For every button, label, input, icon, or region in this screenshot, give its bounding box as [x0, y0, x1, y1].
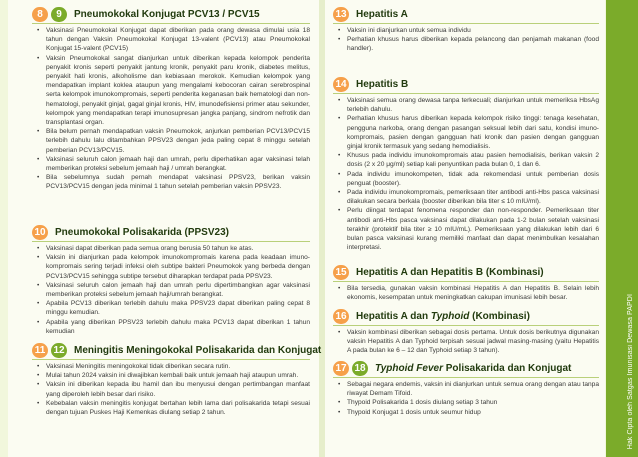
section-header	[32, 224, 310, 242]
list-item: • Bila sebelumnya sudah pernah mendapat vaksinasi PPSV23, berikan vaksin PCV13/PCV15 dengan jeda minimal 1 tahun setelah pemberian vaksin PPSV23.	[46, 173, 310, 191]
list-item: • Pada individu imunokompeten, tidak ada rekomendasi untuk pemberian dosis penguat (booster).	[347, 170, 599, 188]
list-item: • Vaksinasi seluruh calon jemaah haji dan umrah, perlu diperhatikan agar vaksinasi telah memberikan proteksi sebelum jemaah haji / umrah berangkat.	[46, 155, 310, 173]
list-item: • Perhatian khusus harus diberikan kepada kelompok risiko tinggi: tenaga kesehatan, pengguna narkoba, orang dengan pasangan seksual lebih dari satu, kondisi imuno-kompromais, pasien dengan gangguan hati kronik dan pasien dengan gangguan ginjal kronik termasuk yang sedang hemodialisis.	[347, 114, 599, 151]
list-item: • Vaksin ini diberikan kepada ibu hamil dan ibu menyusui dengan pertimbangan manfaat yang diperoleh lebih besar dari risiko.	[46, 380, 310, 398]
section-number: 9	[51, 7, 67, 22]
section-number: 17	[333, 361, 349, 376]
section-title	[375, 363, 571, 374]
section-ppsv23	[32, 224, 310, 336]
list-item: • Thypoid Konjugat 1 dosis untuk seumur hidup	[347, 408, 599, 417]
section-header	[333, 264, 599, 282]
list-item: • Vaksin Pneumokokal sangat dianjurkan untuk diberikan kepada kelompok penderita penyakit kronis seperti penyakit jantung kronik, penyakit paru kronik, diabetes melitus, penyakit hati kronis, alkoholisme dan kebiasaan merokok. Kemudian kelompok yang mendapatkan implant koklea ataupun yang mengalami kebocoran cairan serebrospinal serta kelompok imunokompromais, seperti penderita keganasan baik hematologi dan non-hematologi, penyakit ginjal, gagal ginjal kronis, HIV, imunodefisiensi primer atau sekunder, kelompok yang mendapatkan terapi imunosupresan jangka panjang, sindrom nefrotik dan transplantasi organ.	[46, 54, 310, 128]
copyright-text: Hak Cipta oleh Satgas Imunisasi Dewasa PAPDI	[627, 293, 634, 449]
section-typhoid	[333, 360, 599, 417]
list-item: • Vaksinasi semua orang dewasa tanpa terkecuali; dianjurkan untuk memeriksa HbsAg terlebih dahulu.	[347, 96, 599, 114]
section-meningitis	[32, 342, 322, 417]
section-header	[333, 6, 599, 24]
list-item: • Vaksin ini dianjurkan untuk semua individu	[347, 26, 599, 35]
list-item: • Vaksinasi dapat diberikan pada semua orang berusia 50 tahun ke atas.	[46, 244, 310, 253]
bullet-list	[333, 328, 599, 356]
section-number: 8	[32, 7, 48, 22]
list-item: • Bila tersedia, gunakan vaksin kombinasi Hepatitis A dan Hepatitis B. Selain lebih ekonomis, kesempatan untuk meningkatkan cakupan imunisasi lebih besar.	[347, 284, 599, 302]
title-prefix: Hepatitis A dan	[356, 311, 431, 322]
section-hepatitis-b	[333, 76, 599, 252]
section-header	[333, 360, 599, 378]
section-number: 16	[333, 309, 349, 324]
section-number: 18	[352, 361, 368, 376]
side-band	[606, 0, 638, 457]
section-number: 10	[32, 225, 48, 240]
section-title: Pneumokokal Polisakarida (PPSV23)	[55, 227, 229, 238]
list-item: • Kebebalan vaksin meningitis konjugat bertahan lebih lama dari polisakarida tetapi sesuai dengan tujuan Puskes Haji Kemenkas diulang setiap 2 tahun.	[46, 399, 310, 417]
list-item: • Perhatian khusus harus diberikan kepada pelancong dan penjamah makanan (food handler).	[347, 35, 599, 53]
section-number: 11	[32, 343, 48, 358]
list-item: • Vaksin kombinasi diberikan sebagai dosis pertama. Untuk dosis berikutnya digunakan vaksin Hepatitis A dan Typhoid terpisah sesuai jadwal masing-masing (yaitu Hepatitis A pada bulan ke 6 – 12 dan Typhoid setiap 3 tahun).	[347, 328, 599, 356]
section-hepatitis-ab	[333, 264, 599, 302]
bullet-list	[32, 362, 310, 417]
section-title: Meningitis Meningokokal Polisakarida dan Konjugat	[74, 345, 322, 356]
section-header	[32, 342, 322, 360]
title-italic: Typhoid Fever	[375, 363, 443, 374]
bullet-list	[333, 96, 599, 252]
list-item: • Vaksinasi seluruh calon jemaah haji dan umrah perlu dipertimbangkan agar vaksinasi memberikan proteksi sebelum jemaah haji/umrah berangkat.	[46, 281, 310, 299]
bullet-list	[32, 26, 310, 192]
list-item: • Pada individu imunokompromais, pemeriksaan titer antibodi anti-Hbs pasca vaksinasi dilakukan secara berkala (booster diberikan bila titer ≤ 10 mIU/ml).	[347, 188, 599, 206]
section-title: Hepatitis B	[356, 79, 409, 90]
list-item: • Vaksin ini dianjurkan pada kelompok imunokompromais karena pada keadaan imuno-kompromais sering terjadi infeksi oleh subtipe bakteri Pneumokok yang berbeda dengan PCV13/PCV15 sehingga subtipe tersebut diharapkan terdapat pada PPSV23.	[46, 253, 310, 281]
list-item: • Bila belum pernah mendapatkan vaksin Pneumokok, anjurkan pemberian PCV13/PCV15 terlebih dahulu lalu ditambahkan PPSV23 dengan jeda paling cepat 8 minggu setelah pemberian PCV13/PCV15.	[46, 127, 310, 155]
section-hepatitis-a	[333, 6, 599, 54]
bullet-list	[333, 284, 599, 302]
title-suffix: Polisakarida dan Konjugat	[442, 363, 572, 374]
list-item: • Mulai tahun 2024 vaksin ini diwajibkan kembali baik untuk jemaah haji ataupun umrah.	[46, 371, 310, 380]
bullet-list	[32, 244, 310, 336]
section-hepatitis-a-typhoid	[333, 308, 599, 356]
section-number: 12	[51, 343, 67, 358]
section-title: Hepatitis A	[356, 9, 408, 20]
list-item: • Sebagai negara endemis, vaksin ini dianjurkan untuk semua orang dengan atau tanpa riwayat Demam Tifoid.	[347, 380, 599, 398]
bullet-list	[333, 26, 599, 54]
title-suffix: (Kombinasi)	[469, 311, 530, 322]
list-item: • Thypoid Polisakarida 1 dosis diulang setiap 3 tahun	[347, 398, 599, 407]
section-pcv	[32, 6, 310, 192]
list-item: • Vaksinasi Pneumokokal Konjugat dapat diberikan pada orang dewasa dimulai usia 18 tahun dengan Vaksin Pneumokokal Konjugat 13-valent (PCV13) atau Pneumokokal Konjugat 15-valent (PCV15)	[46, 26, 310, 54]
list-item: • Apabila PCV13 diberikan terlebih dahulu maka PPSV23 dapat diberikan paling cepat 8 minggu kemudian.	[46, 299, 310, 317]
list-item: • Apabila yang diberikan PPSV23 terlebih dahulu maka PCV13 dapat diberikan 1 tahun kemudian	[46, 318, 310, 336]
section-number: 15	[333, 265, 349, 280]
list-item: • Vaksinasi Meningitis meningokokal tidak diberikan secara rutin.	[46, 362, 310, 371]
section-header	[333, 308, 599, 326]
list-item: • Perlu diingat terdapat fenomena responder dan non-responder. Pemeriksaan titer antibodi anti-Hbs pasca vaksinasi dapat dilakukan pada 1-2 bulan setelah vaksinasi terakhir (protektif bila titer ≥ 10 mIU/mL). Pemeriksaan yang dilakukan lebih dari 6 bulan pasca vaksinasi kurang memiliki manfaat dan dapat menimbulkan kesalahan interpretasi.	[347, 206, 599, 252]
bullet-list	[333, 380, 599, 417]
list-item: • Khusus pada individu imunokompromais atau pasien hemodialisis, berikan vaksin 2 dosis (2 x 20 μg/ml) setiap kali penyuntikan pada bulan 0, 1 dan 6.	[347, 151, 599, 169]
title-italic: Typhoid	[430, 311, 470, 322]
section-title: Hepatitis A dan Hepatitis B (Kombinasi)	[356, 267, 544, 278]
section-title	[356, 311, 530, 322]
section-number: 14	[333, 77, 349, 92]
section-header	[333, 76, 599, 94]
section-number: 13	[333, 7, 349, 22]
section-header	[32, 6, 310, 24]
section-title: Pneumokokal Konjugat PCV13 / PCV15	[74, 9, 260, 20]
